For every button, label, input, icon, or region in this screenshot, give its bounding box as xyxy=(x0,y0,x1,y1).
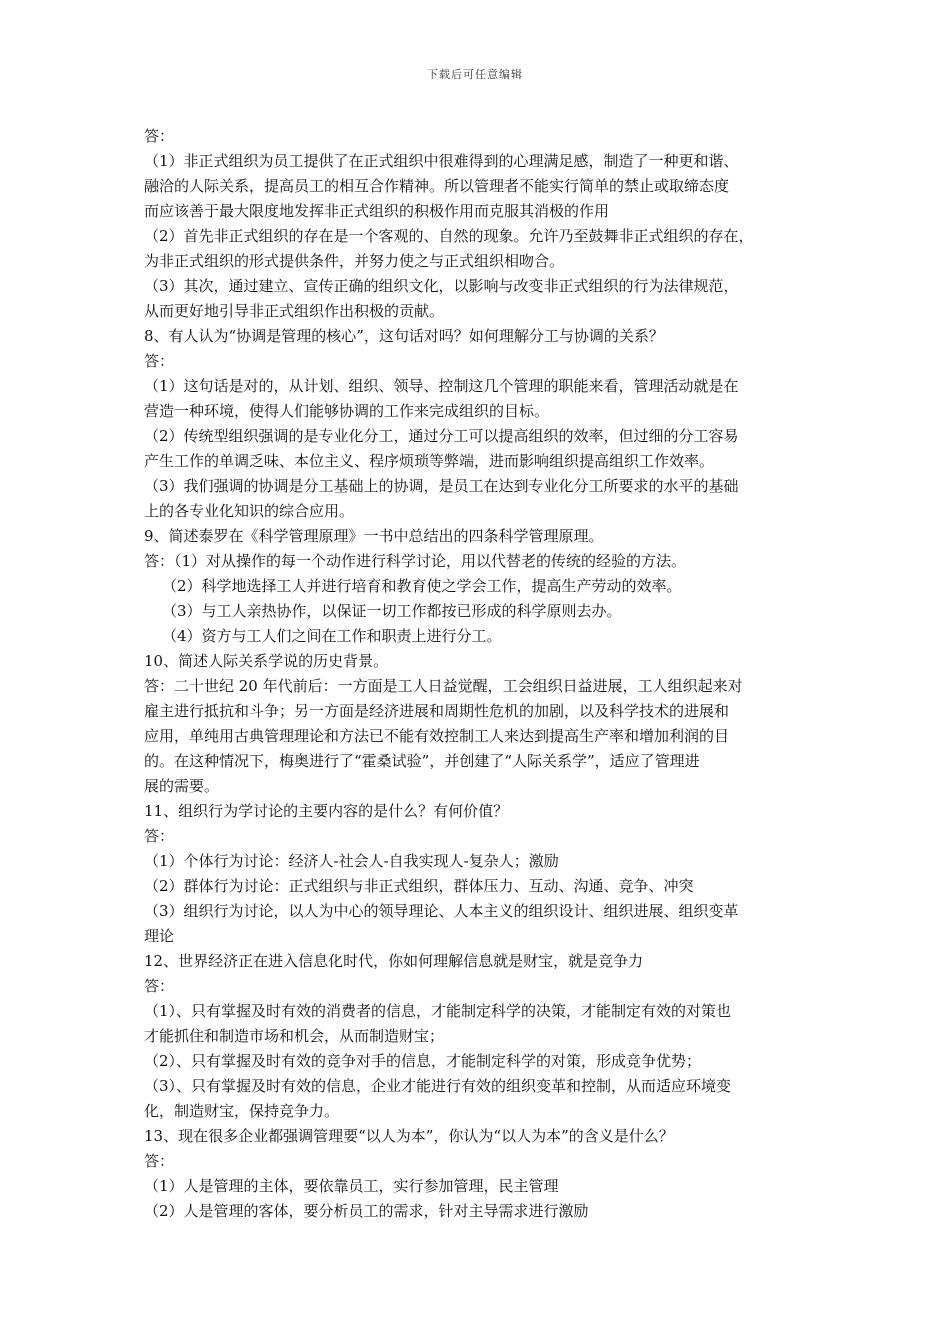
question-13: 13、现在很多企业都强调管理要“以人为本”，你认为“以人为本”的含义是什么？ xyxy=(144,1127,674,1145)
paragraph-line: （3）组织行为讨论，以人为中心的领导理论、人本主义的组织设计、组织进展、组织变革 xyxy=(144,902,739,920)
page-header: 下载后可任意编辑 xyxy=(427,68,523,81)
question-8: 8、有人认为“协调是管理的核心”，这句话对吗？如何理解分工与协调的关系？ xyxy=(144,327,664,345)
question-9: 9、简述泰罗在《科学管理原理》一书中总结出的四条科学管理原理。 xyxy=(144,527,604,545)
paragraph-line: （3）其次，通过建立、宣传正确的组织文化，以影响与改变非正式组织的行为法律规范， xyxy=(144,277,739,295)
paragraph-line: （2）首先非正式组织的存在是一个客观的、自然的现象。允许乃至鼓舞非正式组织的存在， xyxy=(144,227,754,245)
paragraph-line: （4）资方与工人们之间在工作和职责上进行分工。 xyxy=(162,627,502,645)
paragraph-line: （3）我们强调的协调是分工基础上的协调，是员工在达到专业化分工所要求的水平的基础 xyxy=(144,477,739,495)
paragraph-line: （2）人是管理的客体，要分析员工的需求，针对主导需求进行激励 xyxy=(144,1202,589,1220)
paragraph-line: 雇主进行抵抗和斗争；另一方面是经济进展和周期性危机的加剧，以及科学技术的进展和 xyxy=(144,702,730,720)
answer-label: 答： xyxy=(144,352,175,370)
paragraph-line: 应用，单纯用古典管理理论和方法已不能有效控制工人来达到提高生产率和增加利润的目 xyxy=(144,727,730,745)
question-11: 11、组织行为学讨论的主要内容的是什么？有何价值？ xyxy=(144,802,509,820)
paragraph-line: 而应该善于最大限度地发挥非正式组织的积极作用而克服其消极的作用 xyxy=(144,202,610,220)
answer-label: 答： xyxy=(144,977,175,995)
paragraph-line: 融洽的人际关系，提高员工的相互合作精神。所以管理者不能实行简单的禁止或取缔态度 xyxy=(144,177,730,195)
document-body xyxy=(144,124,812,1224)
paragraph-line: （1）个体行为讨论：经济人-社会人-自我实现人-复杂人；激励 xyxy=(144,852,559,870)
paragraph-line: （1）非正式组织为员工提供了在正式组织中很难得到的心理满足感，制造了一种更和谐、 xyxy=(144,152,739,170)
paragraph-line: （2）传统型组织强调的是专业化分工，通过分工可以提高组织的效率，但过细的分工容易 xyxy=(144,427,739,445)
paragraph-line: 才能抓住和制造市场和机会，从而制造财宝； xyxy=(144,1027,445,1045)
question-10: 10、简述人际关系学说的历史背景。 xyxy=(144,652,389,670)
answer-label: 答： xyxy=(144,827,175,845)
answer-label: 答： xyxy=(144,127,175,145)
paragraph-line: （2）群体行为讨论：正式组织与非正式组织，群体压力、互动、沟通、竞争、冲突 xyxy=(144,877,694,895)
paragraph-line: （3）、只有掌握及时有效的信息，企业才能进行有效的组织变革和控制，从而适应环境变 xyxy=(144,1077,732,1095)
question-12: 12、世界经济正在进入信息化时代，你如何理解信息就是财宝，就是竞争力 xyxy=(144,952,644,970)
paragraph-line: 上的各专业化知识的综合应用。 xyxy=(144,502,355,520)
paragraph-line: 产生工作的单调乏味、本位主义、程序烦琐等弊端，进而影响组织提高组织工作效率。 xyxy=(144,452,715,470)
paragraph-line: （2）、只有掌握及时有效的竞争对手的信息，才能制定科学的对策，形成竞争优势； xyxy=(144,1052,702,1070)
paragraph-line: 的。在这种情况下，梅奥进行了“霍桑试验”，并创建了“人际关系学”，适应了管理进 xyxy=(144,752,700,770)
paragraph-line: （1）、只有掌握及时有效的消费者的信息，才能制定科学的决策，才能制定有效的对策也 xyxy=(144,1002,732,1020)
paragraph-line: 化，制造财宝，保持竞争力。 xyxy=(144,1102,340,1120)
paragraph-line: （2）科学地选择工人并进行培育和教育使之学会工作，提高生产劳动的效率。 xyxy=(162,577,682,595)
paragraph-line: 展的需要。 xyxy=(144,777,220,795)
paragraph-line: 答：（1）对从操作的每一个动作进行科学讨论，用以代替老的传统的经验的方法。 xyxy=(144,552,687,570)
paragraph-line: （1）人是管理的主体，要依靠员工，实行参加管理，民主管理 xyxy=(144,1177,559,1195)
paragraph-line: （1）这句话是对的，从计划、组织、领导、控制这几个管理的职能来看，管理活动就是在 xyxy=(144,377,739,395)
paragraph-line: 从而更好地引导非正式组织作出积极的贡献。 xyxy=(144,302,445,320)
paragraph-line: 为非正式组织的形式提供条件，并努力使之与正式组织相吻合。 xyxy=(144,252,565,270)
paragraph-line: 理论 xyxy=(144,927,175,945)
paragraph-line: 营造一种环境，使得人们能够协调的工作来完成组织的目标。 xyxy=(144,402,550,420)
answer-label: 答： xyxy=(144,1152,175,1170)
paragraph-line: （3）与工人亲热协作，以保证一切工作都按已形成的科学原则去办。 xyxy=(162,602,622,620)
paragraph-line: 答：二十世纪 20 年代前后：一方面是工人日益觉醒，工会组织日益进展，工人组织起来对 xyxy=(144,677,743,695)
